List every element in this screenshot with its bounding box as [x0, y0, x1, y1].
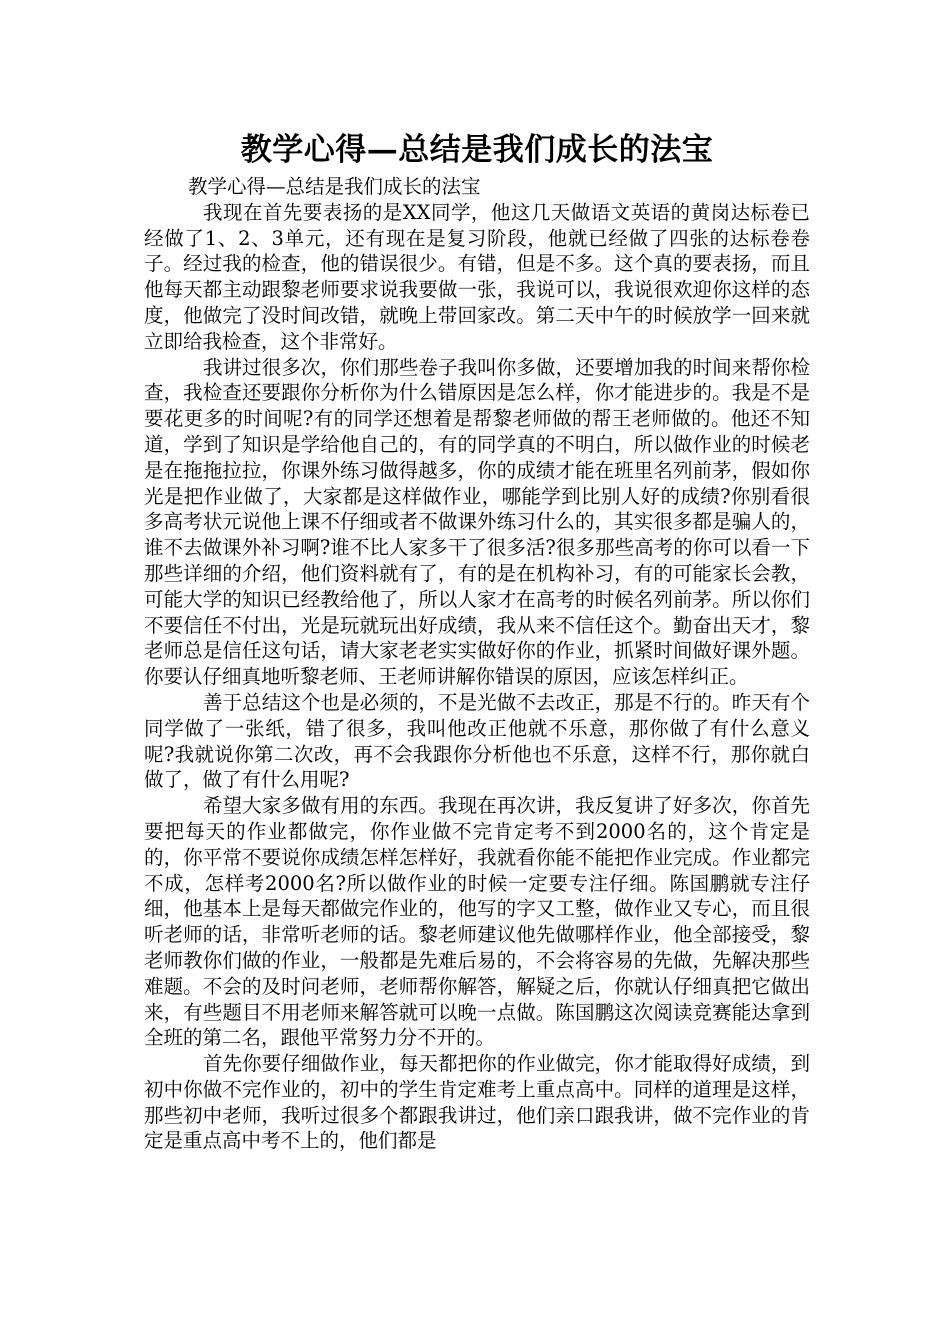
document-page	[144, 128, 810, 1154]
document-subtitle: 教学心得—总结是我们成长的法宝	[188, 175, 481, 198]
paragraph-5: 首先你要仔细做作业，每天都把你的作业做完，你才能取得好成绩，到初中你做不完作业的，初中的学生肯定难考上重点高中。同样的道理是这样，那些初中老师，我听过很多个都跟我讲过，他们亲口跟我讲，做不完作业的肯定是重点高中考不上的，他们都是	[144, 1052, 810, 1153]
paragraph-2: 我讲过很多次，你们那些卷子我叫你多做，还要增加我的时间来帮你检查，我检查还要跟你分析你为什么错原因是怎么样，你才能进步的。我是不是要花更多的时间呢?有的同学还想着是帮黎老师做的帮王老师做的。他还不知道，学到了知识是学给他自己的，有的同学真的不明白，所以做作业的时候老是在拖拖拉拉，你课外练习做得越多，你的成绩才能在班里名列前茅，假如你光是把作业做了，大家都是这样做作业，哪能学到比别人好的成绩?你别看很多高考状元说他上课不仔细或者不做课外练习什么的，其实很多都是骗人的，谁不去做课外补习啊?谁不比人家多干了很多活?很多那些高考的你可以看一下那些详细的介绍，他们资料就有了，有的是在机构补习，有的可能家长会教，可能大学的知识已经教给他了，所以人家才在高考的时候名列前茅。所以你们不要信任不付出，光是玩就玩出好成绩，我从来不信任这个。勤奋出天才，黎老师总是信任这句话，请大家老老实实做好你的作业，抓紧时间做好课外题。你要认仔细真地听黎老师、王老师讲解你错误的原因，应该怎样纠正。	[144, 355, 810, 689]
paragraph-4: 希望大家多做有用的东西。我现在再次讲，我反复讲了好多次，你首先要把每天的作业都做完，你作业做不完肯定考不到2000名的，这个肯定是的，你平常不要说你成绩怎样怎样好，我就看你能不能把作业完成。作业都完不成，怎样考2000名?所以做作业的时候一定要专注仔细。陈国鹏就专注仔细，他基本上是每天都做完作业的，他写的字又工整，做作业又专心，而且很听老师的话，非常听老师的话。黎老师建议他先做哪样作业，他全部接受，黎老师教你们做的作业，一般都是先难后易的，不会将容易的先做，先解决那些难题。不会的及时问老师，老师帮你解答，解疑之后，你就认仔细真把它做出来，有些题目不用老师来解答就可以晚一点做。陈国鹏这次阅读竞赛能达拿到全班的第二名，跟他平常努力分不开的。	[144, 794, 810, 1050]
paragraph-1: 我现在首先要表扬的是XX同学，他这几天做语文英语的黄岗达标卷已经做了1、2、3单元，还有现在是复习阶段，他就已经做了四张的达标卷卷子。经过我的检查，他的错误很少。有错，但是不多。这个真的要表扬，而且他每天都主动跟黎老师要求说我要做一张，我说可以，我说很欢迎你这样的态度，他做完了没时间改错，就晚上带回家改。第二天中午的时候放学一回来就立即给我检查，这个非常好。	[144, 200, 810, 353]
document-title: 教学心得—总结是我们成长的法宝	[240, 132, 714, 168]
paragraph-3: 善于总结这个也是必须的，不是光做不去改正，那是不行的。昨天有个同学做了一张纸，错了很多，我叫他改正他就不乐意，那你做了有什么意义呢?我就说你第二次改，再不会我跟你分析他也不乐意，这样不行，那你就白做了，做了有什么用呢?	[144, 690, 810, 792]
